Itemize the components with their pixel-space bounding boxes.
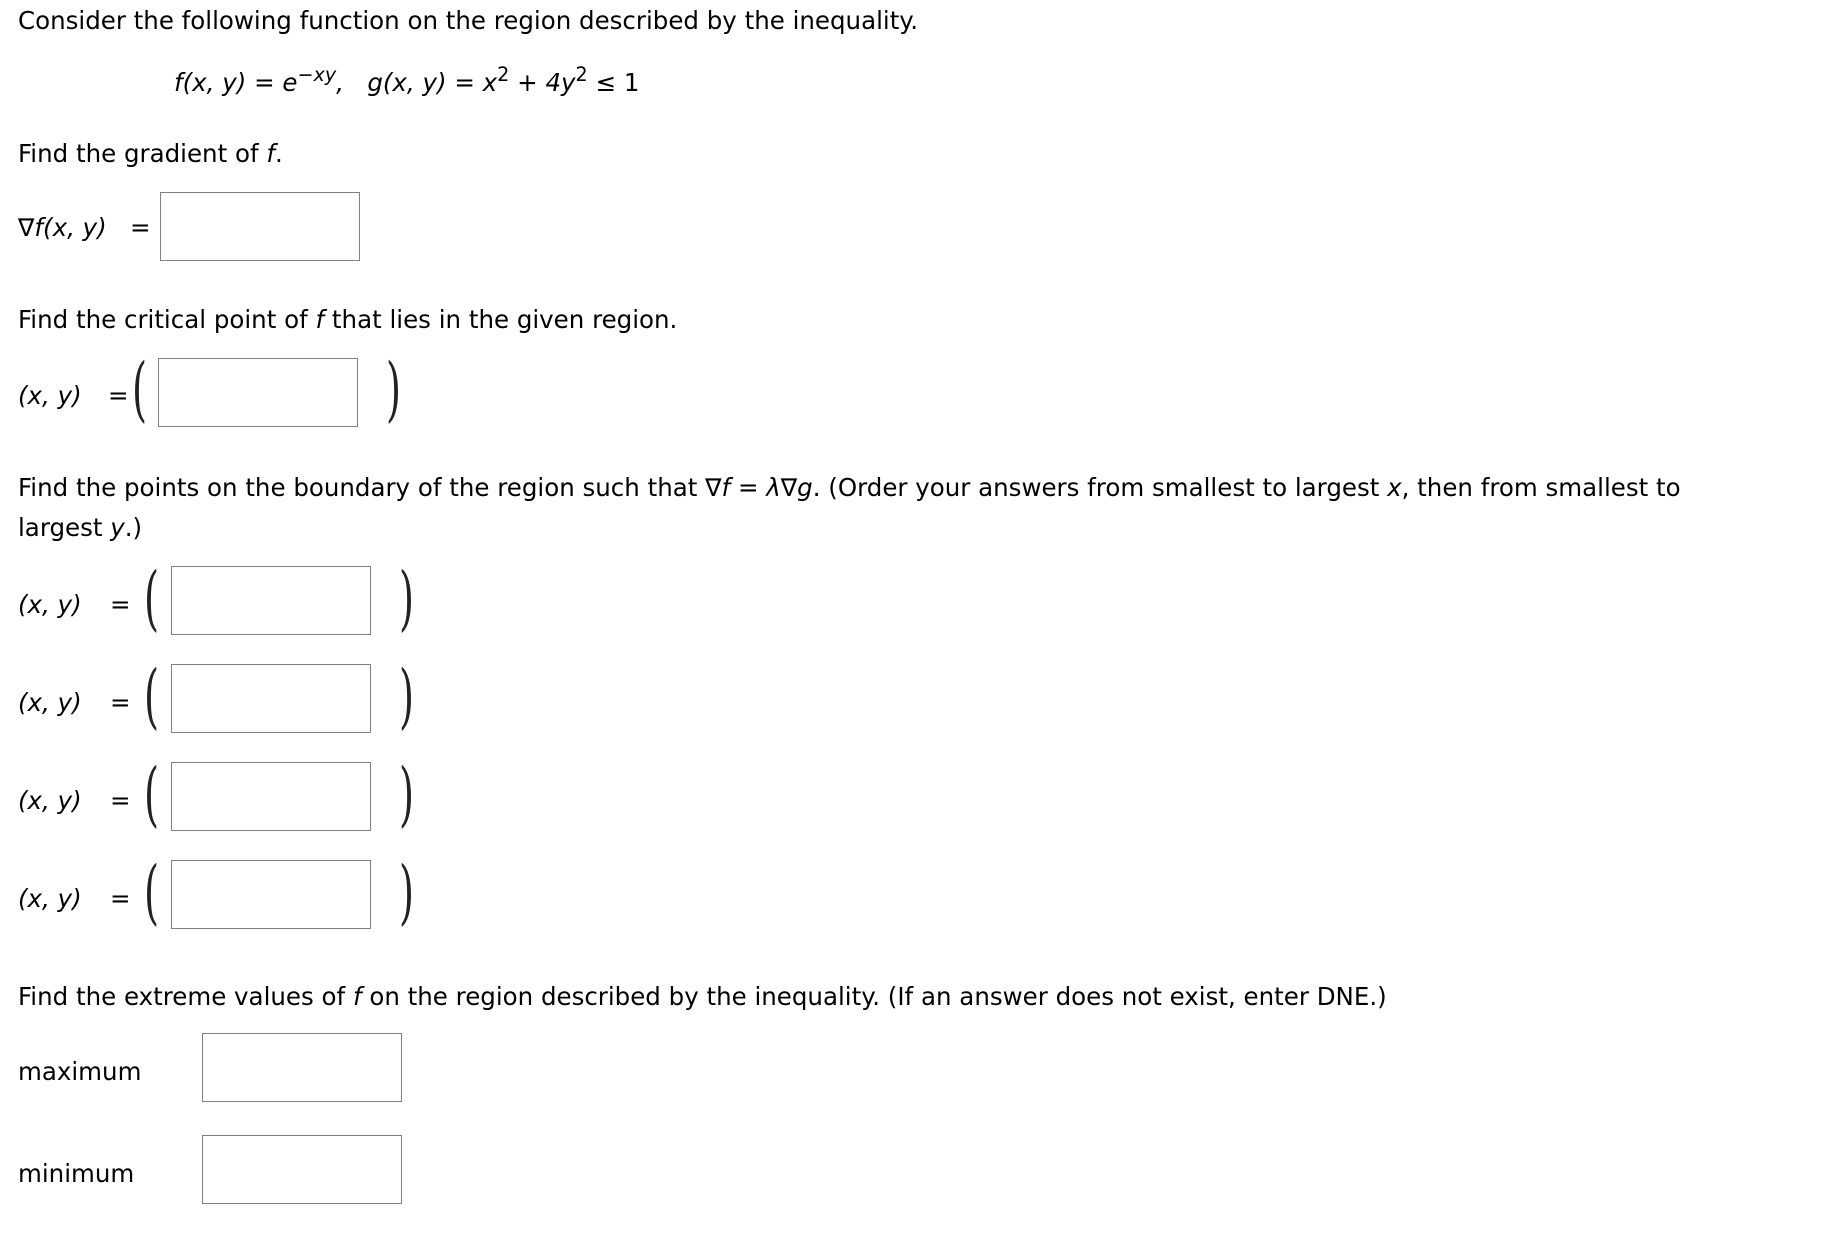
critical-point-open-paren: ( — [132, 348, 148, 430]
critical-point-input[interactable] — [158, 358, 358, 427]
boundary-point-3-label: (x, y) — [18, 786, 82, 815]
maximum-label: maximum — [18, 1057, 142, 1086]
gradient-question — [18, 139, 283, 168]
separator: , — [336, 68, 344, 97]
extreme-values-question — [18, 982, 1387, 1011]
boundary-question-largest: largest — [18, 513, 111, 542]
lambda-symbol: λ — [766, 473, 781, 502]
minimum-label: minimum — [18, 1159, 135, 1188]
boundary-points-question — [18, 473, 1681, 502]
critical-point-close-paren: ) — [386, 348, 402, 430]
gradient-label-args: (x, y) — [43, 213, 107, 242]
gradient-input[interactable] — [160, 192, 360, 261]
intro-text: Consider the following function on the region described by the inequality. — [18, 6, 919, 35]
gradient-equals: = — [130, 213, 151, 242]
g-middle: + 4y — [509, 68, 576, 97]
boundary-nabla-f-symbol: ∇ — [705, 473, 722, 502]
nabla-symbol: ∇ — [18, 213, 35, 242]
boundary-point-3-equals: = — [110, 786, 131, 815]
extreme-question-text: Find the extreme values of — [18, 982, 353, 1011]
boundary-question-order: . (Order your answers from smallest to largest — [812, 473, 1388, 502]
boundary-points-question-line2 — [18, 513, 142, 542]
boundary-equals: = — [730, 473, 767, 502]
gradient-question-f: f — [266, 139, 276, 168]
boundary-point-4-label: (x, y) — [18, 884, 82, 913]
boundary-point-1-close-paren: ) — [399, 557, 415, 639]
gradient-label — [18, 213, 107, 242]
gradient-question-text: Find the gradient of — [18, 139, 267, 168]
extreme-question-f: f — [352, 982, 362, 1011]
gradient-label-f: f — [34, 213, 44, 242]
critical-point-question-f: f — [315, 305, 325, 334]
critical-point-equals: = — [108, 381, 129, 410]
function-definition — [174, 63, 640, 97]
f-definition: f(x, y) = e — [174, 68, 298, 97]
extreme-question-rest: on the region described by the inequality. (If an answer does not exist, enter DNE.) — [361, 982, 1387, 1011]
boundary-question-text: Find the points on the boundary of the region such that — [18, 473, 706, 502]
boundary-point-3-open-paren: ( — [144, 753, 160, 835]
boundary-point-1-input[interactable] — [171, 566, 371, 635]
critical-point-label: (x, y) — [18, 381, 82, 410]
boundary-g: g — [797, 473, 813, 502]
boundary-point-4-open-paren: ( — [144, 851, 160, 933]
g-inequality: ≤ 1 — [587, 68, 640, 97]
boundary-point-4-input[interactable] — [171, 860, 371, 929]
boundary-y: y — [110, 513, 125, 542]
boundary-point-4-close-paren: ) — [399, 851, 415, 933]
boundary-point-1-equals: = — [110, 590, 131, 619]
boundary-point-1-open-paren: ( — [144, 557, 160, 639]
boundary-question-order-2: , then from smallest to — [1401, 473, 1681, 502]
boundary-x: x — [1387, 473, 1402, 502]
boundary-point-3-input[interactable] — [171, 762, 371, 831]
g-exponent-x: 2 — [497, 63, 510, 87]
minimum-input[interactable] — [202, 1135, 402, 1204]
boundary-point-2-close-paren: ) — [399, 655, 415, 737]
boundary-question-end: .) — [124, 513, 143, 542]
critical-point-question-rest: that lies in the given region. — [324, 305, 678, 334]
gradient-question-period: . — [275, 139, 283, 168]
maximum-input[interactable] — [202, 1033, 402, 1102]
boundary-point-2-input[interactable] — [171, 664, 371, 733]
critical-point-question-text: Find the critical point of — [18, 305, 316, 334]
critical-point-question — [18, 305, 677, 334]
boundary-f: f — [721, 473, 731, 502]
g-exponent-y: 2 — [575, 63, 588, 87]
g-definition: g(x, y) = x — [367, 68, 498, 97]
boundary-nabla-g-symbol: ∇ — [780, 473, 798, 502]
boundary-point-2-equals: = — [110, 688, 131, 717]
boundary-point-4-equals: = — [110, 884, 131, 913]
boundary-point-2-open-paren: ( — [144, 655, 160, 737]
boundary-point-1-label: (x, y) — [18, 590, 82, 619]
boundary-point-2-label: (x, y) — [18, 688, 82, 717]
f-exponent: −xy — [297, 63, 337, 87]
boundary-point-3-close-paren: ) — [399, 753, 415, 835]
